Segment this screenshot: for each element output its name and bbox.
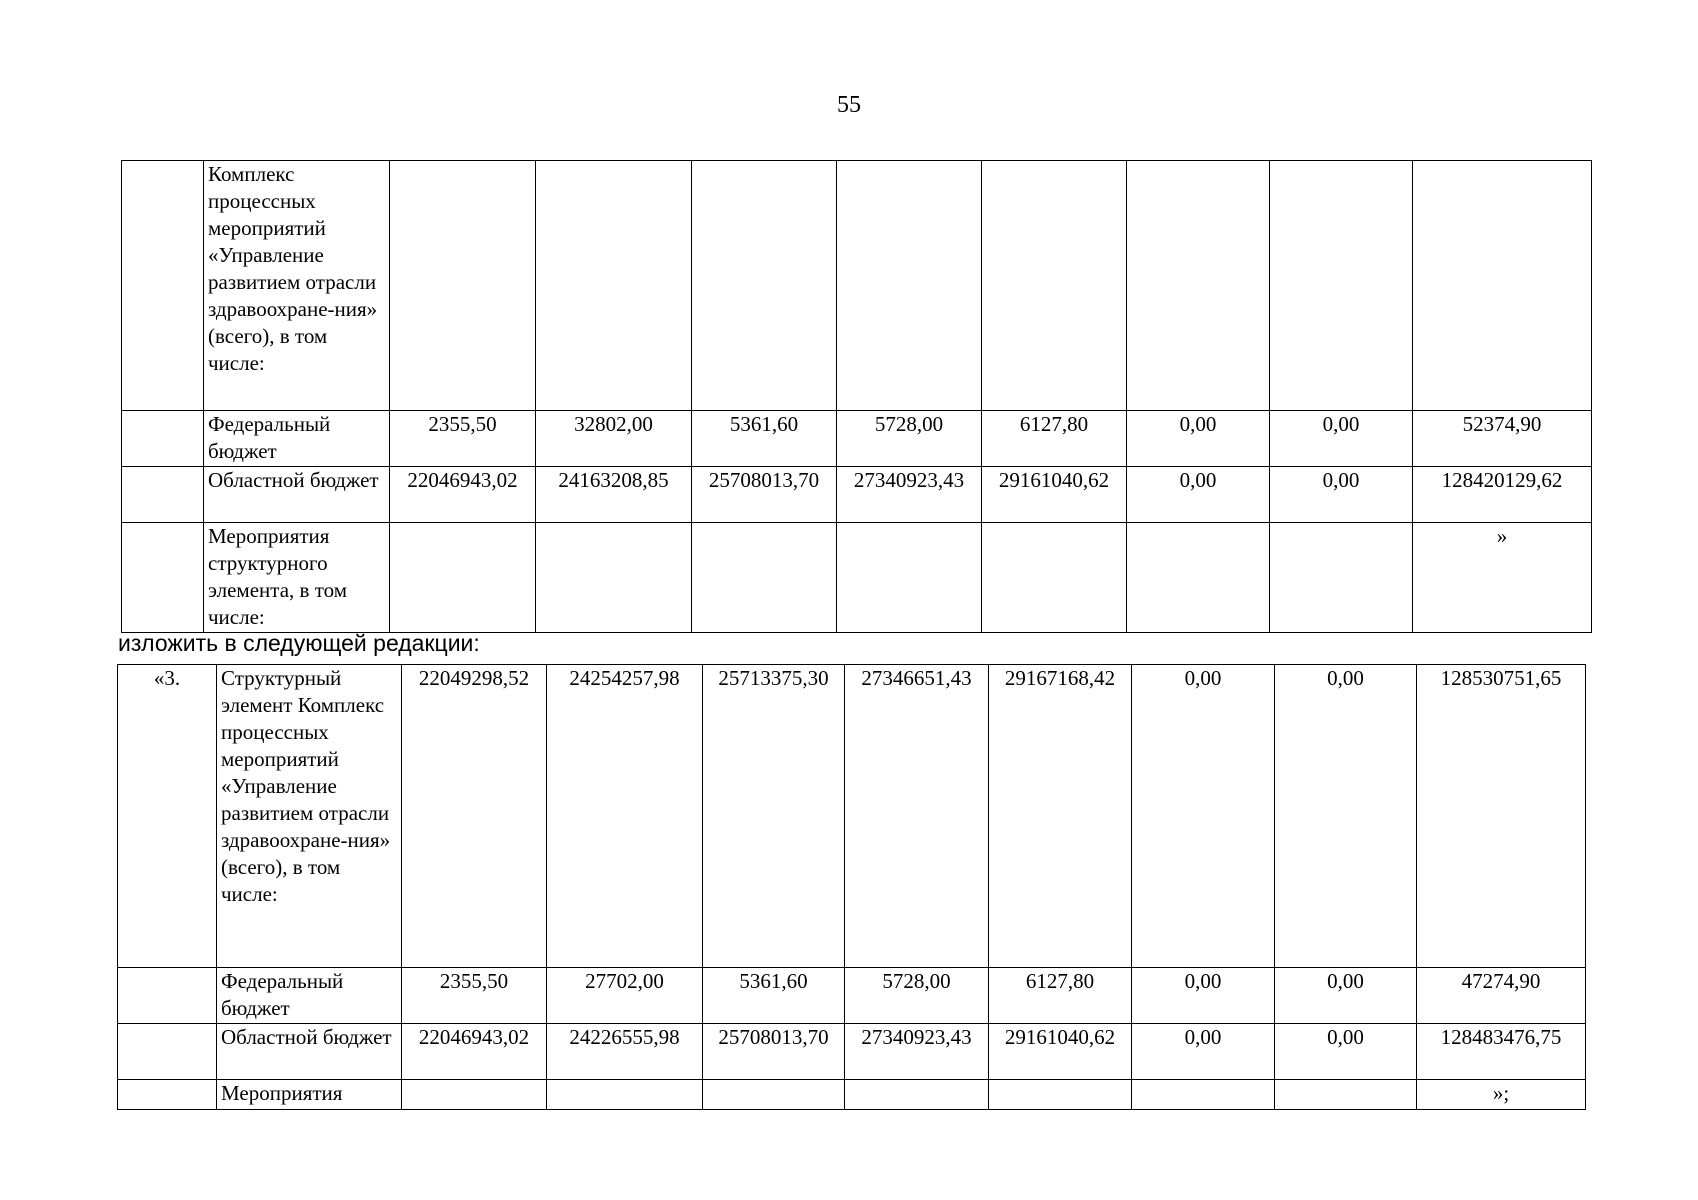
cell-value: 25708013,70 xyxy=(703,1024,845,1080)
cell-value: 5728,00 xyxy=(837,411,982,467)
row-index xyxy=(122,161,204,411)
table-row xyxy=(118,968,1586,1024)
cell-value: 0,00 xyxy=(1275,665,1417,968)
row-index xyxy=(118,1024,217,1080)
table-row xyxy=(122,161,1592,411)
row-index xyxy=(118,1080,217,1110)
cell-value: 128420129,62 xyxy=(1413,467,1592,523)
cell-value: 29161040,62 xyxy=(982,467,1127,523)
cell-value: 22046943,02 xyxy=(402,1024,547,1080)
cell-value: 5361,60 xyxy=(692,411,837,467)
cell-value xyxy=(692,523,837,633)
row-index: «3. xyxy=(118,665,217,968)
cell-value: » xyxy=(1413,523,1592,633)
cell-value: 0,00 xyxy=(1132,968,1275,1024)
table-row xyxy=(122,467,1592,523)
budget-table-new xyxy=(117,664,1586,1110)
cell-value: 0,00 xyxy=(1275,1024,1417,1080)
cell-value: 0,00 xyxy=(1127,467,1270,523)
cell-value: 27346651,43 xyxy=(845,665,989,968)
cell-value xyxy=(837,161,982,411)
cell-value: 27340923,43 xyxy=(837,467,982,523)
row-name: Мероприятия xyxy=(217,1080,402,1110)
edit-instruction-caption: изложить в следующей редакции: xyxy=(118,630,480,656)
cell-value xyxy=(402,1080,547,1110)
cell-value xyxy=(1127,523,1270,633)
row-name: Областной бюджет xyxy=(204,467,390,523)
page-number: 55 xyxy=(837,92,861,118)
cell-value: 0,00 xyxy=(1132,665,1275,968)
cell-value: »; xyxy=(1417,1080,1586,1110)
cell-value xyxy=(703,1080,845,1110)
row-index xyxy=(118,968,217,1024)
cell-value xyxy=(982,523,1127,633)
cell-value: 22049298,52 xyxy=(402,665,547,968)
cell-value: 6127,80 xyxy=(982,411,1127,467)
cell-value xyxy=(536,523,692,633)
cell-value: 0,00 xyxy=(1132,1024,1275,1080)
cell-value: 128483476,75 xyxy=(1417,1024,1586,1080)
cell-value: 5361,60 xyxy=(703,968,845,1024)
row-name: Областной бюджет xyxy=(217,1024,402,1080)
cell-value: 27702,00 xyxy=(547,968,703,1024)
cell-value xyxy=(982,161,1127,411)
cell-value: 32802,00 xyxy=(536,411,692,467)
cell-value xyxy=(390,523,536,633)
cell-value: 0,00 xyxy=(1275,968,1417,1024)
cell-value: 0,00 xyxy=(1270,411,1413,467)
row-name: Федеральный бюджет xyxy=(204,411,390,467)
cell-value xyxy=(1270,161,1413,411)
cell-value xyxy=(1275,1080,1417,1110)
cell-value: 2355,50 xyxy=(402,968,547,1024)
table-row xyxy=(118,1024,1586,1080)
cell-value: 47274,90 xyxy=(1417,968,1586,1024)
cell-value: 24163208,85 xyxy=(536,467,692,523)
cell-value xyxy=(536,161,692,411)
cell-value: 25713375,30 xyxy=(703,665,845,968)
cell-value xyxy=(390,161,536,411)
budget-table-old xyxy=(121,160,1592,633)
row-name: Комплекс процессных мероприятий «Управление развитием отрасли здравоохране-ния» (всего), в том числе: xyxy=(204,161,390,411)
cell-value: 52374,90 xyxy=(1413,411,1592,467)
cell-value xyxy=(989,1080,1132,1110)
row-index xyxy=(122,411,204,467)
cell-value: 0,00 xyxy=(1127,411,1270,467)
cell-value: 2355,50 xyxy=(390,411,536,467)
cell-value xyxy=(547,1080,703,1110)
table-row xyxy=(118,665,1586,968)
cell-value xyxy=(1132,1080,1275,1110)
cell-value xyxy=(692,161,837,411)
row-name: Мероприятия структурного элемента, в том числе: xyxy=(204,523,390,633)
table-row xyxy=(122,411,1592,467)
cell-value xyxy=(1127,161,1270,411)
cell-value: 0,00 xyxy=(1270,467,1413,523)
cell-value: 24254257,98 xyxy=(547,665,703,968)
table-row xyxy=(122,523,1592,633)
table-row xyxy=(118,1080,1586,1110)
row-index xyxy=(122,467,204,523)
row-index xyxy=(122,523,204,633)
cell-value: 6127,80 xyxy=(989,968,1132,1024)
cell-value: 29167168,42 xyxy=(989,665,1132,968)
cell-value xyxy=(837,523,982,633)
cell-value xyxy=(845,1080,989,1110)
cell-value xyxy=(1413,161,1592,411)
cell-value: 29161040,62 xyxy=(989,1024,1132,1080)
cell-value: 5728,00 xyxy=(845,968,989,1024)
cell-value: 24226555,98 xyxy=(547,1024,703,1080)
cell-value: 27340923,43 xyxy=(845,1024,989,1080)
cell-value: 22046943,02 xyxy=(390,467,536,523)
row-name: Федеральный бюджет xyxy=(217,968,402,1024)
cell-value: 128530751,65 xyxy=(1417,665,1586,968)
cell-value xyxy=(1270,523,1413,633)
cell-value: 25708013,70 xyxy=(692,467,837,523)
row-name: Структурный элемент Комплекс процессных мероприятий «Управление развитием отрасли здравоохране-ния» (всего), в том числе: xyxy=(217,665,402,968)
